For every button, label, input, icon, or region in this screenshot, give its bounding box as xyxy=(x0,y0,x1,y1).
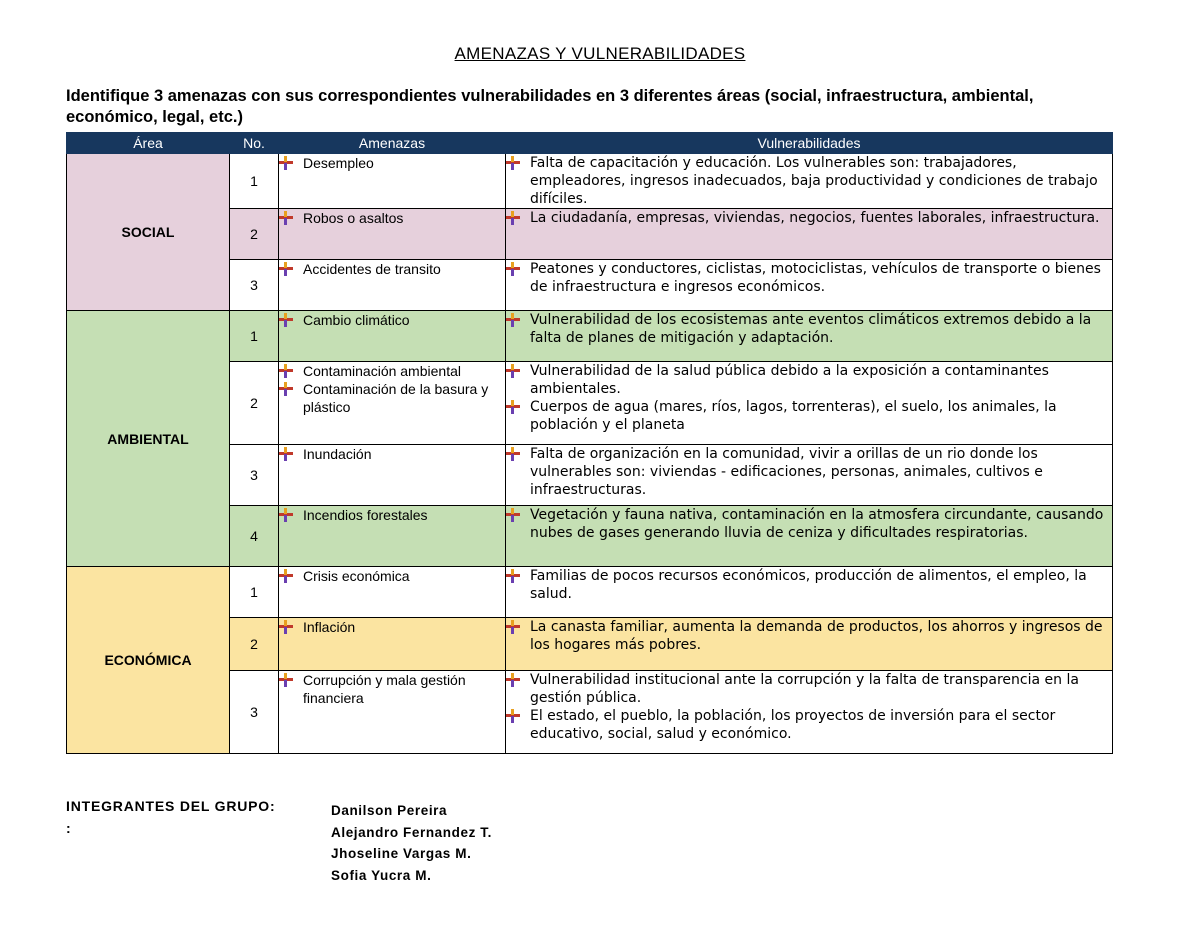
threat-item: Accidentes de transito xyxy=(279,260,505,278)
threat-item: Contaminación de la basura y plástico xyxy=(279,380,505,416)
bullet-arrow-icon xyxy=(506,211,520,225)
table-header-row xyxy=(67,133,1113,154)
row-number: 3 xyxy=(230,260,279,311)
vulnerability-item: Falta de organización en la comunidad, vivir a orillas de un rio donde los vulnerables son: viviendas - edificaciones, personas, animales, cultivos e infraestructuras. xyxy=(506,445,1112,499)
document-title: AMENAZAS Y VULNERABILIDADES xyxy=(454,44,746,63)
header-area: Área xyxy=(67,133,230,154)
bullet-arrow-icon xyxy=(279,447,293,461)
threats-table xyxy=(66,132,1113,754)
bullet-arrow-icon xyxy=(506,569,520,583)
bullet-arrow-icon xyxy=(506,508,520,522)
area-ambiental: AMBIENTAL xyxy=(67,311,230,567)
threat-item: Incendios forestales xyxy=(279,506,505,524)
bullet-arrow-icon xyxy=(506,620,520,634)
member-name: Sofia Yucra M. xyxy=(331,867,432,883)
threat-item: Inflación xyxy=(279,618,505,636)
area-social: SOCIAL xyxy=(67,154,230,311)
header-vulnerabilidades: Vulnerabilidades xyxy=(506,133,1113,154)
vulnerability-item: Vulnerabilidad institucional ante la corrupción y la falta de transparencia en la gestión pública. xyxy=(506,671,1112,707)
threat-item: Robos o asaltos xyxy=(279,209,505,227)
bullet-arrow-icon xyxy=(279,569,293,583)
member-name: Jhoseline Vargas M. xyxy=(331,846,472,861)
bullet-arrow-icon xyxy=(506,673,520,687)
row-number: 3 xyxy=(230,671,279,754)
table-row xyxy=(67,311,1113,362)
row-number: 4 xyxy=(230,506,279,567)
bullet-arrow-icon xyxy=(279,211,293,225)
bullet-arrow-icon xyxy=(506,447,520,461)
group-label-colon: : xyxy=(66,820,72,836)
vulnerability-item: Vulnerabilidad de los ecosistemas ante eventos climáticos extremos debido a la falta de planes de mitigación y adaptación. xyxy=(506,311,1112,347)
threat-item: Corrupción y mala gestión financiera xyxy=(279,671,505,707)
bullet-arrow-icon xyxy=(506,709,520,723)
bullet-arrow-icon xyxy=(279,262,293,276)
threat-item: Desempleo xyxy=(279,154,505,172)
member-name: Alejandro Fernandez T. xyxy=(331,824,492,840)
row-number: 2 xyxy=(230,209,279,260)
row-number: 3 xyxy=(230,445,279,506)
vulnerability-item: Vulnerabilidad de la salud pública debido a la exposición a contaminantes ambientales. xyxy=(506,362,1112,398)
vulnerability-item: Falta de capacitación y educación. Los vulnerables son: trabajadores, empleadores, ingresos inadecuados, baja productividad y condiciones de trabajo difíciles. xyxy=(506,154,1112,208)
bullet-arrow-icon xyxy=(506,400,520,414)
bullet-arrow-icon xyxy=(279,620,293,634)
threat-item: Cambio climático xyxy=(279,311,505,329)
vulnerability-item: Peatones y conductores, ciclistas, motociclistas, vehículos de transporte o bienes de infraestructura e ingresos económicos. xyxy=(506,260,1112,296)
table-row xyxy=(67,154,1113,209)
row-number: 1 xyxy=(230,567,279,618)
group-members xyxy=(331,800,492,886)
bullet-arrow-icon xyxy=(279,508,293,522)
header-amenazas: Amenazas xyxy=(279,133,506,154)
area-economica: ECONÓMICA xyxy=(67,567,230,754)
bullet-arrow-icon xyxy=(506,364,520,378)
vulnerability-item: Cuerpos de agua (mares, ríos, lagos, torrenteras), el suelo, los animales, la población y el planeta xyxy=(506,398,1112,434)
bullet-arrow-icon xyxy=(279,364,293,378)
group-label: INTEGRANTES DEL GRUPO: xyxy=(66,798,276,814)
bullet-arrow-icon xyxy=(279,313,293,327)
group-label-block xyxy=(66,795,275,839)
instructions: Identifique 3 amenazas con sus correspondientes vulnerabilidades en 3 diferentes áreas (social, infraestructura, ambiental, económico, legal, etc.) xyxy=(66,87,1034,126)
row-number: 2 xyxy=(230,618,279,671)
row-number: 1 xyxy=(230,154,279,209)
member-name: Danilson Pereira xyxy=(331,803,448,818)
threat-item: Contaminación ambiental xyxy=(279,362,505,380)
bullet-arrow-icon xyxy=(279,382,293,396)
vulnerability-item: Vegetación y fauna nativa, contaminación en la atmosfera circundante, causando nubes de gases generando lluvia de ceniza y dificultades respiratorias. xyxy=(506,506,1112,542)
vulnerability-item: La ciudadanía, empresas, viviendas, negocios, fuentes laborales, infraestructura. xyxy=(506,209,1112,227)
header-no: No. xyxy=(230,133,279,154)
vulnerability-item: La canasta familiar, aumenta la demanda de productos, los ahorros y ingresos de los hogares más pobres. xyxy=(506,618,1112,654)
vulnerability-item: El estado, el pueblo, la población, los proyectos de inversión para el sector educativo, social, salud y económico. xyxy=(506,707,1112,743)
bullet-arrow-icon xyxy=(506,313,520,327)
table-row xyxy=(67,567,1113,618)
threat-item: Inundación xyxy=(279,445,505,463)
bullet-arrow-icon xyxy=(279,673,293,687)
row-number: 2 xyxy=(230,362,279,445)
bullet-arrow-icon xyxy=(279,156,293,170)
bullet-arrow-icon xyxy=(506,156,520,170)
bullet-arrow-icon xyxy=(506,262,520,276)
threat-item: Crisis económica xyxy=(279,567,505,585)
vulnerability-item: Familias de pocos recursos económicos, producción de alimentos, el empleo, la salud. xyxy=(506,567,1112,603)
row-number: 1 xyxy=(230,311,279,362)
